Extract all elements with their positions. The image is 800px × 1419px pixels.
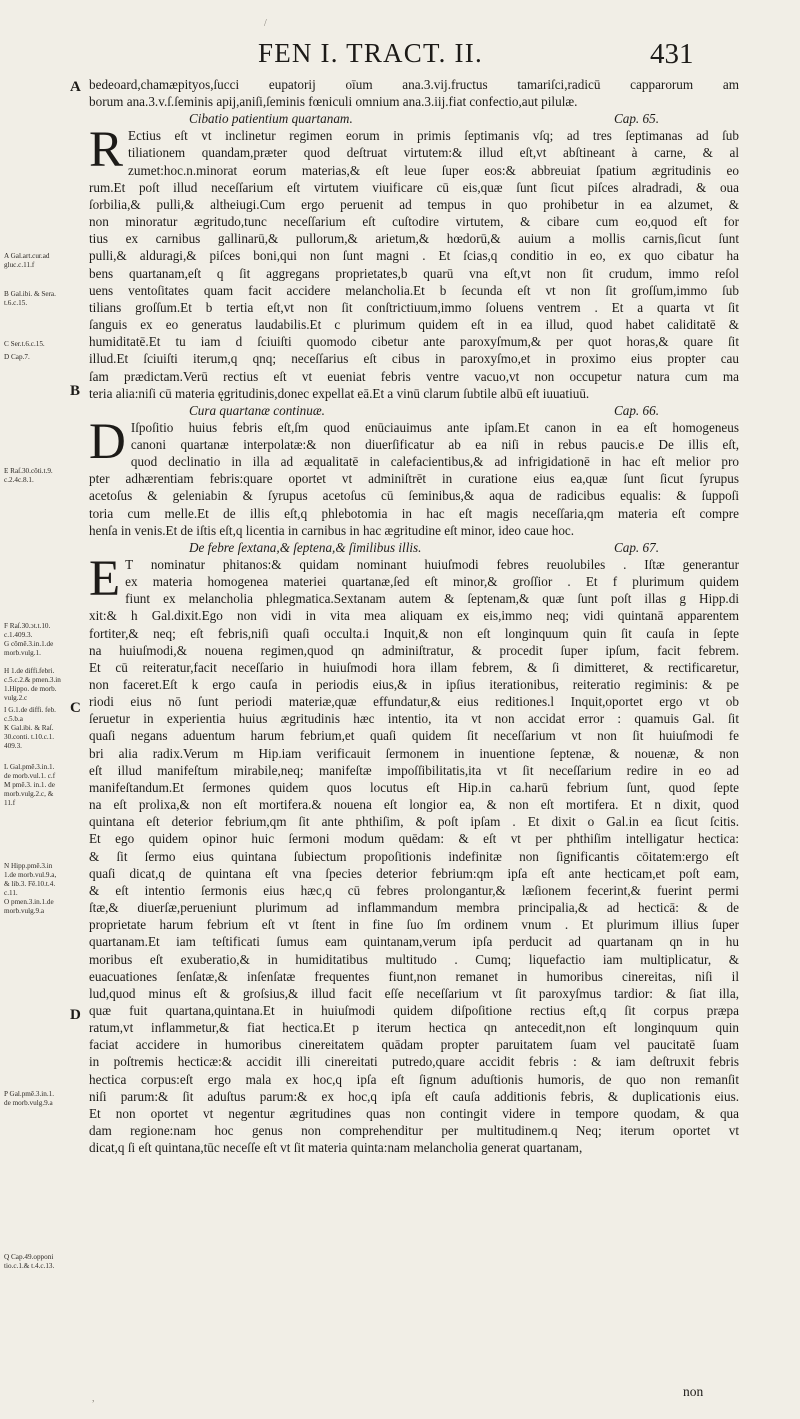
margin-note-line: H 1.de diffi.febri. [4,667,55,675]
margin-note [4,763,70,808]
margin-note-line: L Gal.pmē.3.in.1. [4,763,55,771]
section-letter-d: D [70,1007,81,1023]
text-line: ſtæ,& diuerſæ,perueniunt plurimum ad inflammandum membra principalia,& ad hecticā: & de [89,900,739,916]
chapter-number: Cap. 65. [613,111,659,127]
text-line: xit:& h Gal.dixit.Ego non vidi in vita mea aliquam ex eis,immo neq; vidi quintanā apparentem [89,608,739,624]
margin-note-line: de morb.vul.1. c.f [4,772,56,780]
chapter-number: Cap. 67. [613,539,659,555]
text-line: fortiter,& neq; eſt febris,niſi quaſi occulta.i Inquit,& non eſt longinquum quin ſit cauſa in ſepte [89,625,739,641]
text-line: toria cum melle.Et de illis eſt,q phlebotomia in hac eſt magis neceſſaria,qm materia eſt compre [89,505,739,521]
text-line: non minoratur ægritudo,tunc neceſſarium eſt cuſtodire virtutem, & cibare cum eo,quod eſt for [89,214,739,230]
text-line: in poſtremis hecticæ:& accidit illi cinereitati putredo,quare accidit febris : & iam deſtruxit febris [89,1054,739,1070]
text-line: ex materia homogenea materiei quartanæ,ſed eſt minor,& groſſior . Et f plurimum quidem [125,574,739,590]
chapter-66-paragraph [89,413,739,539]
margin-note [4,467,70,485]
text-line: quintana eſt deterior febrium,qm ſit ante phthiſim, & poſt ipſam . Et dixit o Gal.in ea ſicut ſcitis. [89,814,739,830]
margin-note-line: c.1.409.3. [4,631,33,639]
drop-cap: D [89,413,126,470]
text-line: Iſpoſitio huius febris eſt,ſm quod enūciauimus ante ipſam.Et canon in ea eſt homogeneus [130,419,739,435]
margin-note-line: 30.conti. t.10.c.1. [4,733,55,741]
margin-note-line: N Hipp.pmē.3.in [4,862,53,870]
margin-note-line: c.5.b.a [4,715,23,723]
chapter-67-heading [89,539,739,556]
text-line: fiunt ex melancholia phlegmatica.Sextanam autem & ſeptenam,& quæ ſunt poſt illas g Hipp.di [125,591,739,607]
text-line: Ectius eſt vt inclinetur regimen eorum in primis ſeptimanis vſq; ad tres ſeptimanas ad ſub [128,128,739,144]
chapter-67-paragraph [89,550,739,1156]
margin-note-line: vulg.2.c [4,694,28,702]
chapter-number: Cap. 66. [613,402,659,418]
text-line: & eſt intentio ſermonis eius hæc,q cū febres prolongantur,& læſionem fecerint,& fuerint permi [89,882,739,898]
margin-note-line: A Gal.art.cur.ad [4,252,50,260]
text-line: manifeſtandum.Et ſermones quidem quos locutus eſt Hip.in ca.harū febrium ſunt, quod ſepte [89,779,739,795]
margin-note-line: B Gal.ibi. & Sera. [4,290,56,298]
intro-paragraph [89,76,739,110]
text-line: eſt illud manifeſtum mirabile,neq; manifeſtæ impoſſibilitatis,ita vt ſit neceſſarium redire in eo ad [89,762,739,778]
text-line: illud.Et ſciuiſti iterum,q qnq; neceſſarius eſt cibus in paroxyſmo,et in proximo eius propter cau [89,351,739,367]
text-line: non faceret.Eſt k ergo cauſa in periodis eius,& in ipſius iterationibus, reiteratio regiminis: & pe [89,677,739,692]
text-line: bedeoard,chamæpityos,ſucci eupatorij oīum ana.3.vij.fructus tamariſci,radicū capparorum am [89,77,739,92]
text-line: teria alia:niſi cū materia ęgritudinis,donec expellat eā.Et a vinū clarum ſubtile albū eſt iuuatiuū. [89,385,590,401]
margin-note-line: morb.vulg.1. [4,649,41,657]
margin-note-line: E Raſ.30.cōti.t.9. [4,467,53,475]
margin-note-line: P Gal.pmē.3.in.1. [4,1090,55,1098]
text-line: dicat,q ſi eſt quintana,tūc neceſſe eſt vt ſit materia quinta:nam melancholia generat quartanam, [89,1140,583,1156]
text-line: ſorbilia,& pulli,& altheiugi.Cum ergo peruenit ad tempus in quo prohibetur in ea alzumet, & [89,196,739,212]
text-line: Et non oportet vt negentur ægritudines quas non contingit videre in tempore quodam, & qua [89,1105,739,1121]
text-line: & ſit ſermo eius quintana ſubiectum propoſitionis indefinitæ non ſignificantis cōitatem:ergo eſt [89,848,739,864]
text-line: dam regione:nam hoc genus non comprehenditur per multitudinem.q Neq; iterum oportet vt [89,1123,739,1139]
text-line: faciat accidere in humoribus cinereitatem quādam propter paruitatem ſuam vel paucitatē ſuam [89,1037,739,1053]
text-line: acetoſus & geleniabin & ſyrupus acetoſus cū ſeminibus,& aqua de radicibus equalis: & ſuppoſi [89,488,739,504]
text-line: quaſi dicat,q de quintana eſt vna ſpecies deterior febrium:qm ipſa eſt ante hecticam,et poſt eam, [89,865,739,881]
page-header [0,30,800,80]
running-title: FEN I. TRACT. II. [258,38,483,68]
chapter-title: Cibatio patientium quartanam. [189,111,353,127]
margin-note-line: K Gal.ibi. & Raſ. [4,724,54,732]
margin-note-line: tio.c.1.& t.4.c.13. [4,1262,55,1270]
text-line: T nominatur phitanos:& quidam nominant huiuſmodi febres reuolubiles . Iſtæ generantur [125,556,739,572]
margin-note-line: G cōmē.3.in.1.de [4,640,54,648]
text-line: bri alia radix.Verum m Hip.iam verificauit ſermonem in inuentione ſeptenæ, & nouenæ, & non [89,745,739,761]
text-line: ſam prædictam.Verū rectius eſt vt eueniat febris ventre vacuo,vt non occupetur natura cum ma [89,368,739,384]
drop-cap: E [89,550,121,607]
margin-note [4,290,70,308]
text-line: lud,quod minus eſt & groſsius,& illud facit eſſe neceſſarium vt ſit paroxyſmus tardior: & ſiat illa, [89,985,739,1001]
margin-note-line: gluc.c.11.f [4,261,35,269]
margin-note-line: C Ser.t.6.c.15. [4,340,45,348]
margin-note-line: morb.vulg.2.c, & [4,790,54,798]
margin-note-line: F Raſ.30.ɔt.t.10. [4,622,51,630]
drop-cap: R [89,122,124,179]
text-line: pulli,& alduragi,& piſces boni,qui non ſunt magni . Et ſcias,q conditio in eo, ex quo cibatur ha [89,248,739,264]
text-line: na huiuſmodi,& nouena regimen,quod qn adminiſtratur, & procedit ſuper ipſum, facit febrem. [89,642,739,658]
text-line: quæ fuit quartana,quintana.Et in huiuſmodi quidem diſpoſitione rectius eſt,q ſit corpus præpa [89,1002,739,1018]
margin-note-line: c.11. [4,889,18,897]
margin-note [4,622,70,658]
chapter-66-heading [89,402,739,419]
text-line: niſi parum:& ſit aduſtus parum:& ex hoc,q ipſa eſt cauſa additionis febris, & duplicationis eius. [89,1088,739,1104]
text-line: quaſi negans aduentum harum febrium,et quaſi quidem ſit neceſſarium vt non ſit huiuſmodi fe [89,728,739,744]
text-line: na eſt prolixa,& non eſt mortifera.& nouena eſt longior ea, & non eſt mortifera. Et n dixit, quod [89,797,739,813]
margin-note [4,862,70,916]
text-line: quod declinatio in illa ad æqualitatē in calefacientibus,& ad infrigidationē in hac eſt melior pro [130,454,739,470]
text-line: pter adhærentiam febris:quare oportet vt adminiſtrēt in curatione eius ea,quæ ſunt ſicut ſyrupus [89,471,739,487]
text-line: hectica corpus:eſt ergo mala ex hoc,q ipſa eſt ſignum aduſtionis humoris, de quo non remanſit [89,1071,739,1087]
ink-mark: , [92,1393,95,1404]
margin-note [4,1090,70,1108]
text-line: borum ana.3.v.ſ.ſeminis apij,aniſi,ſeminis fœniculi omnium ana.3.iij.fiat confectio,aut pilulæ. [89,94,578,110]
chapter-65-heading [89,110,739,127]
text-line: tiliationem quandam,præter quod deſtruat virtutem:& illud eſt,vt abſtineant à carne, & al [128,145,739,161]
section-letter-a: A [70,79,81,95]
text-line: Et cū reiteratur,facit neceſſario in huiuſmodi hora illam febrem, & ſi dimitteret, & rectificaretur, [89,659,739,675]
text-line: quartanam.Et iam teſtificati ſumus eam quintanam,verum ipſa perducit ad quartanam qn in hu [89,934,739,950]
margin-note-line: c.2.4c.8.1. [4,476,34,484]
margin-note-line: M pmē.3. in.1. de [4,781,55,789]
margin-note-line: 409.3. [4,742,22,750]
text-line: euacuationes ſenſatæ,& inſenſatæ frequentes fiunt,non remanet in humoribus cinereitas, niſi il [89,968,739,984]
catchword: non [683,1384,704,1399]
margin-note-line: 11.f [4,799,16,807]
margin-note-line: morb.vulg.9.a [4,907,45,915]
chapter-65-paragraph [89,122,739,402]
margin-note-line: Q Cap.49.opponi [4,1253,54,1261]
page-number: 431 [650,38,694,70]
text-line: zumet:hoc.n.minorat eorum materias,& eſt leue ſuper eos:& abbreuiat ſpatium ægritudinis eo [128,162,739,178]
text-line: proprietate harum febrium eſt vt ſtent in fine ſuo ſm ordinem vnum . Et plurimum illius ſuper [89,917,739,933]
margin-note [4,706,70,751]
text-line: tilians groſſum.Et b tertia eſt,vt non ſit conſtrictiuum,immo ſoluens ventrem . Et a quarta vt ſit [89,299,739,315]
text-line: ſeruetur in experientia huius ægritudinis hæc intentio, ita vt non accidat error : quamuis Gal. ſit [89,711,739,727]
margin-note-line: de morb.vulg.9.a [4,1099,53,1107]
margin-note-line: & lib.3. Fē.10.t.4. [4,880,56,888]
margin-note-line: I G.1.de diffi. feb. [4,706,56,714]
text-line: Et ego quidem opinor huic ſermoni modum quēdam: & eſt vt per phthiſim intelligatur hectica: [89,831,739,847]
body-text [89,76,739,1156]
margin-note [4,667,70,703]
text-line: canoni quartanæ interpolatæ:& non diuerſificatur ab ea niſi in rebus paucis.e De illis eſt, [130,436,739,452]
text-line: moribus eſt exuberatio,& in humiditatibus multitudo . Cumq; liquefactio iam multiplicatur, & [89,951,739,967]
margin-note-line: c.5.c.2.& pmen.3.in [4,676,61,684]
text-line: ratum,vt inflammetur,& fiat hectica.Et p iterum hectica qn antecedit,non eſt longinquum quin [89,1020,739,1036]
chapter-title: De febre ſextana,& ſeptena,& ſimilibus illis. [189,539,422,555]
text-line: riodi eius nō ſunt periodi materiæ,quæ effundatur,& eius reditiones.l Inquit,oportet ergo vt ob [89,694,739,710]
margin-note-line: O pmen.3.in.1.de [4,898,54,906]
margin-note-line: 1.Hippo. de morb. [4,685,57,693]
margin-note [4,353,70,362]
margin-note [4,340,70,349]
section-letter-c: C [70,700,81,716]
text-line: ſanguis ex eo generatus laudabilis.Et c plurimum quidem eſt in ea illud, quod habet caliditatē & [89,317,739,333]
text-line: rum.Et poſt illud neceſſarium eſt virtutem viuificare cū eis,quæ ſunt ſicut piſces alradradi, & oua [89,179,739,195]
text-line: tius ex carnibus gallinarū,& pullorum,& arietum,& hœdorū,& auium a mollis carnis,ſicut ſunt [89,231,739,247]
margin-note-line: 1.de morb.vul.9.a, [4,871,57,879]
section-letter-b: B [70,383,81,399]
margin-note-line: D Cap.7. [4,353,30,361]
text-line: uens ventoſitates quam facit accidere melancholia.Et b ſecunda eſt vt non ſit groſſum,immo ſub [89,282,739,298]
ink-mark: / [264,18,267,29]
text-line: henſa in venis.Et de iſtis eſt,q licentia in carnibus in hac ægritudine eſt minor, ideo caue hoc. [89,522,575,538]
margin-note-line: t.6.c.15. [4,299,28,307]
margin-note [4,1253,70,1271]
text-line: bens quartanam,eſt q ſit aggregans proprietates,b quarū vna eſt,vt non ſit crudum, immo reſol [89,265,739,281]
chapter-title: Cura quartanæ continuæ. [189,402,325,418]
margin-note [4,252,70,270]
text-line: humiditatē.Et tu iam d ſciuiſti quomodo cibetur ante paroxyſmum,& per quot horas,& quare ſit [89,334,739,350]
